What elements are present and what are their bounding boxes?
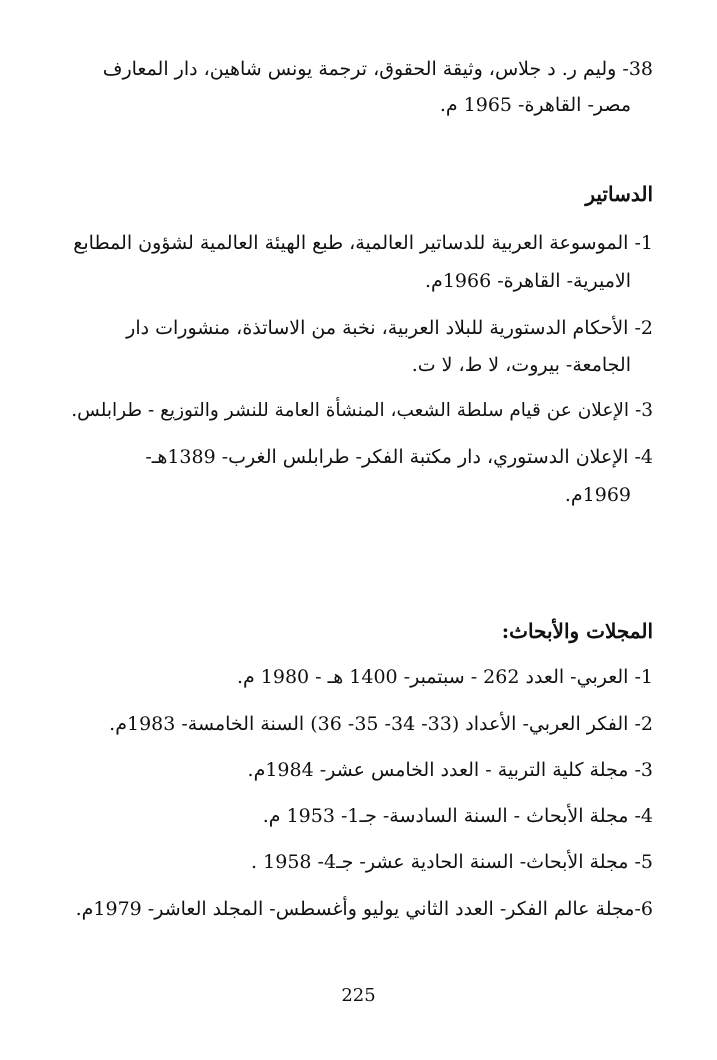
- constitution-item-2-line-1: 2- الأحكام الدستورية للبلاد العربية، نخبة من الاساتذة، منشورات دار: [126, 317, 653, 339]
- journal-item-2: 2- الفكر العربي- الأعداد (33- 34- 35- 36) السنة الخامسة- 1983م.: [109, 713, 653, 735]
- constitution-item-2-line-2: الجامعة- بيروت، لا ط، لا ت.: [411, 354, 631, 376]
- journal-item-4: 4- مجلة الأبحاث - السنة السادسة- جـ1- 1953 م.: [262, 805, 653, 827]
- journal-item-5: 5- مجلة الأبحاث- السنة الحادية عشر- جـ4- 1958 .: [251, 851, 653, 873]
- journal-item-1: 1- العربي- العدد 262 - سبتمبر- 1400 هـ - 1980 م.: [236, 666, 653, 688]
- constitution-item-1-line-1: 1- الموسوعة العربية للدساتير العالمية، طبع الهيئة العالمية لشؤون المطابع: [73, 232, 653, 254]
- reference-38-line-2: مصر- القاهرة- 1965 م.: [439, 94, 631, 116]
- section-heading-journals: المجلات والأبحاث:: [501, 619, 653, 643]
- reference-38-line-1: 38- وليم ر. د جلاس، وثيقة الحقوق، ترجمة يونس شاهين، دار المعارف: [102, 58, 653, 80]
- journal-item-6: 6-مجلة عالم الفكر- العدد الثاني يوليو وأغسطس- المجلد العاشر- 1979م.: [75, 898, 653, 920]
- constitution-item-3: 3- الإعلان عن قيام سلطة الشعب، المنشأة العامة للنشر والتوزيع - طرابلس.: [71, 400, 653, 421]
- constitution-item-1-line-2: الاميرية- القاهرة- 1966م.: [425, 270, 631, 292]
- journal-item-3: 3- مجلة كلية التربية - العدد الخامس عشر- 1984م.: [247, 759, 653, 781]
- section-heading-constitutions: الدساتير: [585, 182, 653, 206]
- constitution-item-4-line-1: 4- الإعلان الدستوري، دار مكتبة الفكر- طرابلس الغرب- 1389هـ-: [145, 446, 653, 468]
- page-number: 225: [341, 985, 376, 1006]
- constitution-item-4-line-2: 1969م.: [564, 484, 631, 506]
